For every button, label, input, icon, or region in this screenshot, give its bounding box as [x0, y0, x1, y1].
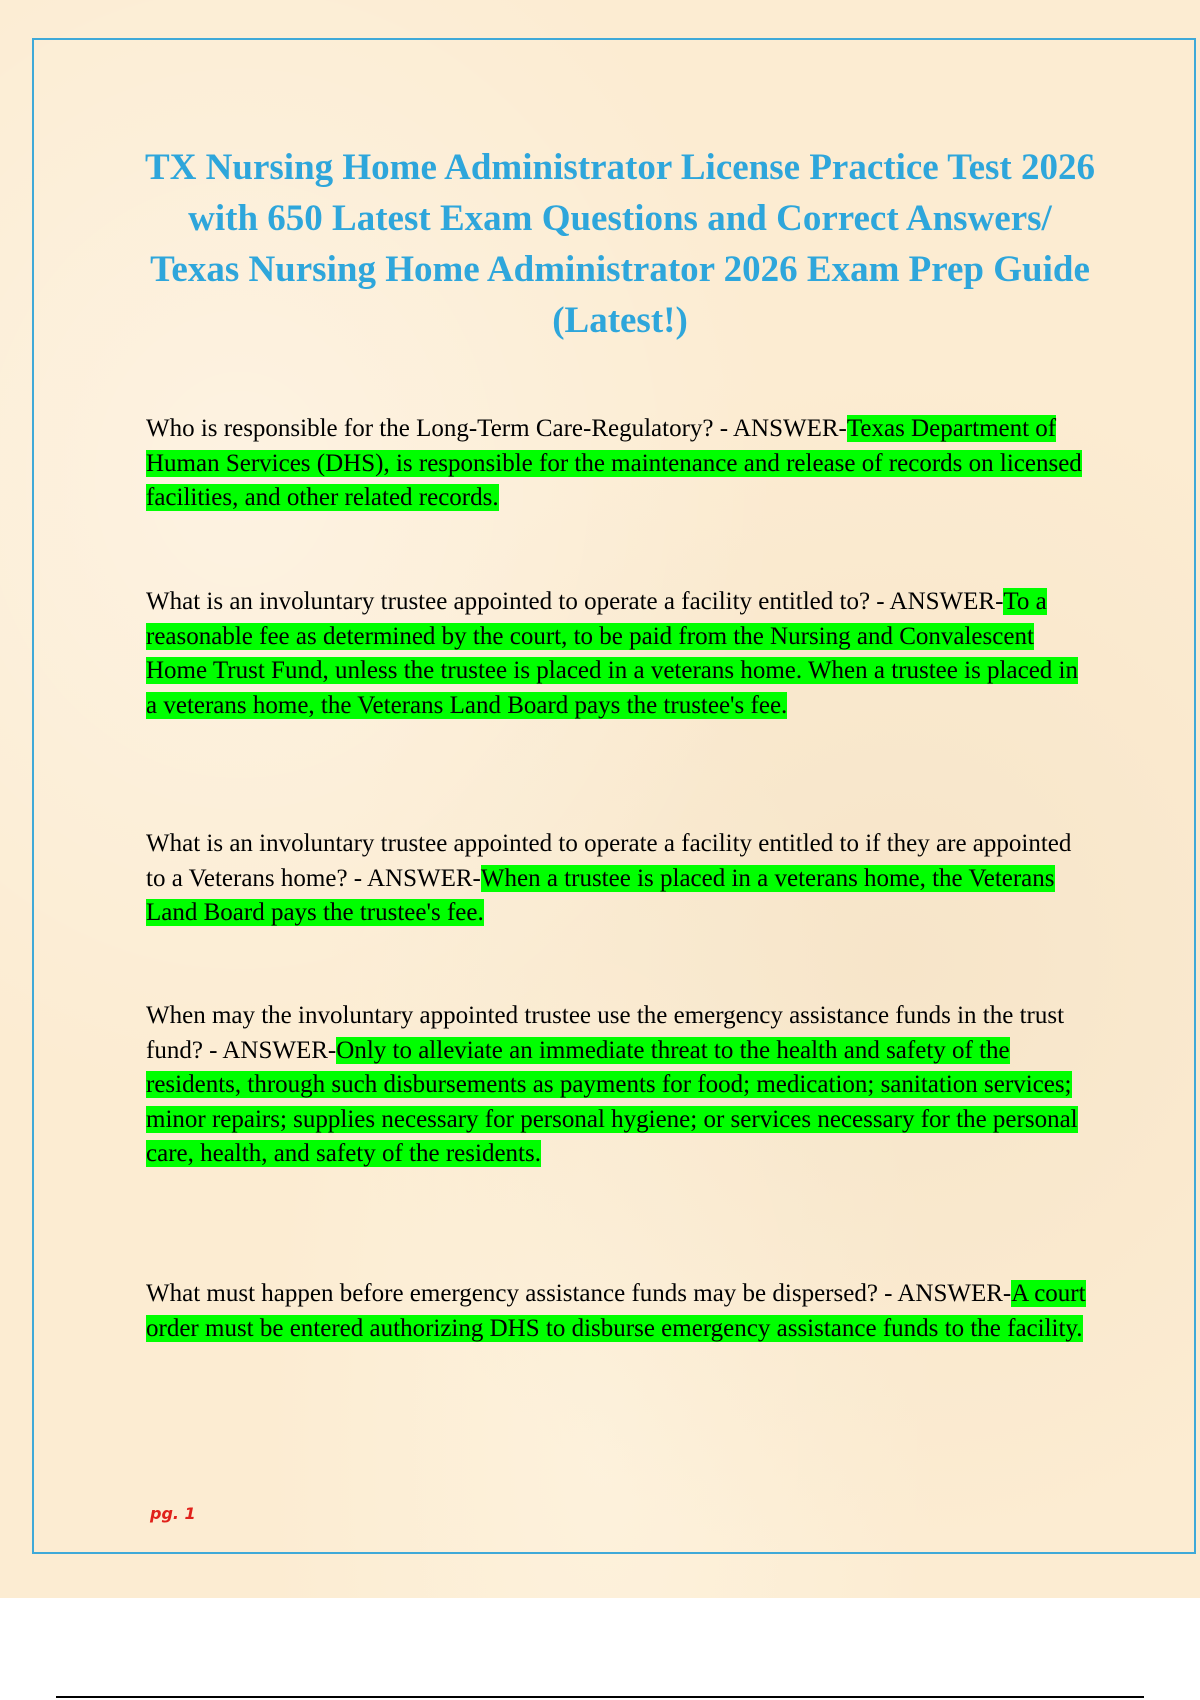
answer-text: A court order must be entered authorizing DHS to disburse emergency assistance funds to the facility.	[146, 1280, 1086, 1342]
qa-item	[146, 827, 1086, 931]
answer-prefix: ANSWER-	[732, 415, 847, 442]
answer-text: Texas Department of Human Services (DHS), is responsible for the maintenance and release of records on licensed facilities, and other related records.	[146, 415, 1082, 511]
answer-prefix: ANSWER-	[897, 1280, 1012, 1307]
answer-prefix: ANSWER-	[889, 588, 1004, 615]
answer-prefix: ANSWER-	[222, 1036, 337, 1064]
question-text: What is an involuntary trustee appointed to operate a facility entitled to if they are appointed to a Veterans home? -	[146, 830, 1072, 892]
qa-item	[146, 1277, 1086, 1346]
answer-text: To a reasonable fee as determined by the court, to be paid from the Nursing and Convalescent Home Trust Fund, unless the trustee is placed in a veterans home. When a trustee is placed in a veterans home, the Veterans Land Board pays the trustee's fee.	[146, 588, 1078, 719]
question-text: What must happen before emergency assistance funds may be dispersed? -	[146, 1280, 898, 1307]
qa-item	[146, 999, 1086, 1172]
document-title: TX Nursing Home Administrator License Practice Test 2026 with 650 Latest Exam Questions and Correct Answers/ Texas Nursing Home Administrator 2026 Exam Prep Guide (Latest!)	[145, 147, 1095, 341]
qa-item	[146, 412, 1086, 516]
page-number: pg. 1	[150, 1504, 196, 1523]
answer-text: Only to alleviate an immediate threat to the health and safety of the residents, through such disbursements as payments for food; medication; sanitation services; minor repairs; supplies necessary for personal hygiene; or services necessary for the personal care, health, and safety of the residents.	[146, 1036, 1078, 1167]
answer-prefix: ANSWER-	[367, 864, 481, 892]
question-text: When may the involuntary appointed trustee use the emergency assistance funds in the trust fund? -	[146, 1002, 1065, 1064]
bottom-divider	[56, 1696, 1144, 1698]
answer-text: When a trustee is placed in a veterans home, the Veterans Land Board pays the trustee's fee.	[146, 864, 1055, 926]
question-text: Who is responsible for the Long-Term Care-Regulatory? -	[146, 415, 733, 442]
question-text: What is an involuntary trustee appointed to operate a facility entitled to? -	[146, 588, 890, 615]
qa-item	[146, 585, 1086, 723]
